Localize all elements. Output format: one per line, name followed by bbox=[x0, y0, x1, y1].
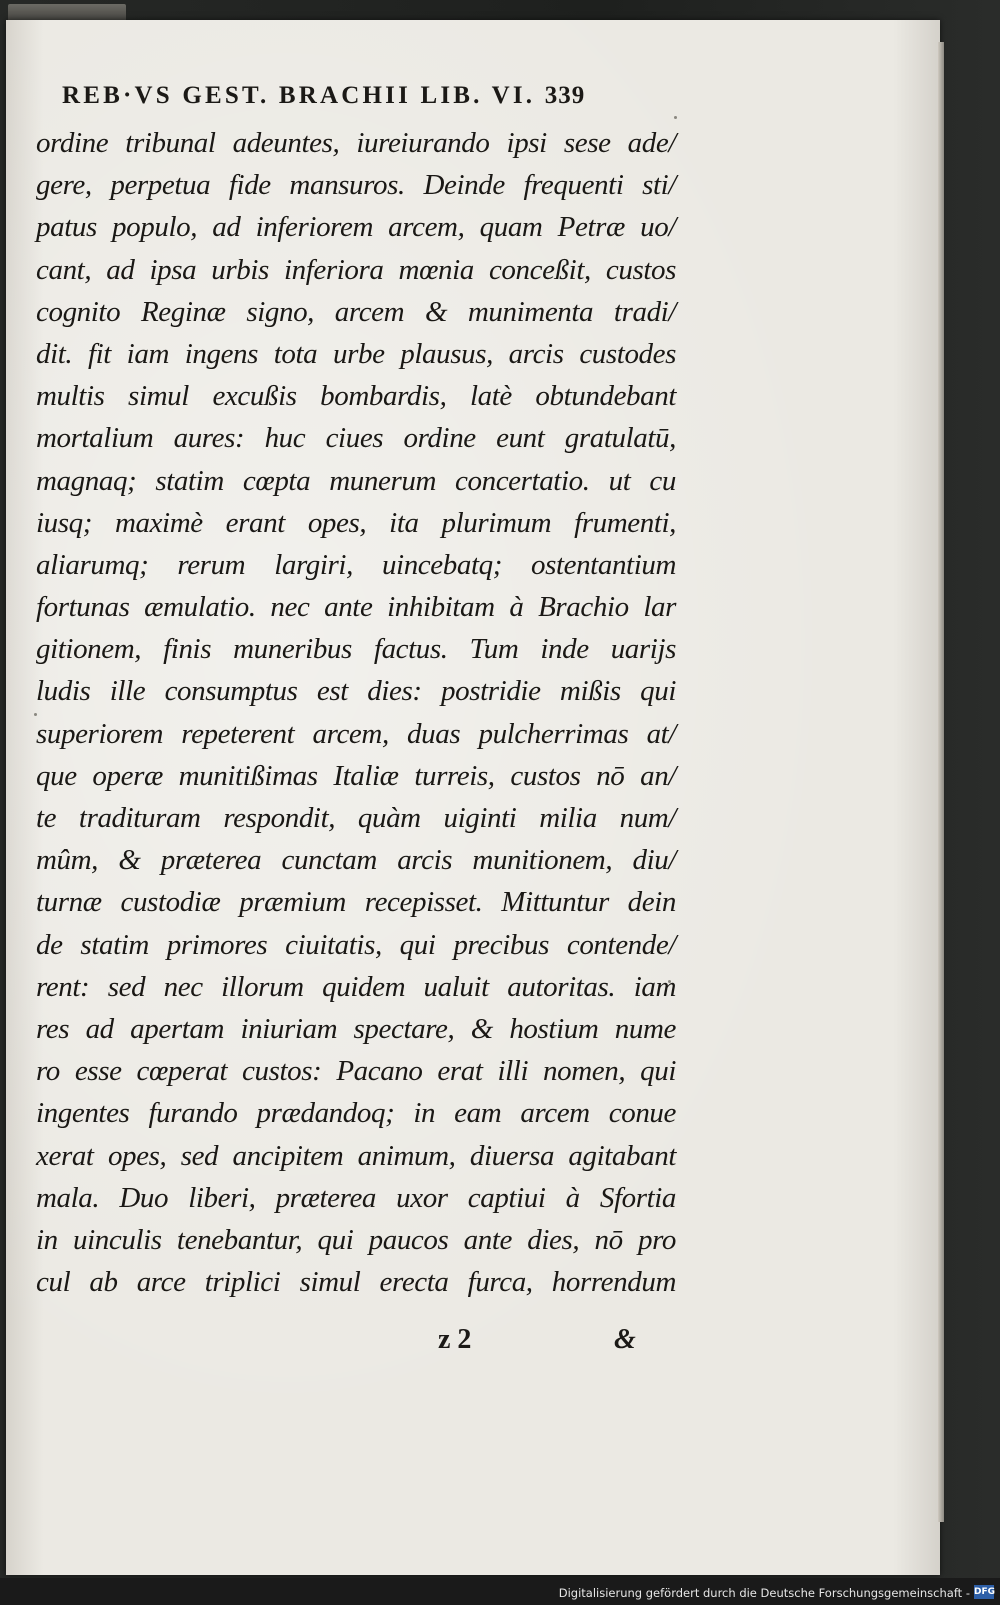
signature-mark: z 2 bbox=[438, 1324, 472, 1355]
text-line: cant, ad ipsa urbis inferiora mœnia conceßit, custos bbox=[36, 253, 676, 286]
text-line: ro esse cœperat custos: Pacano erat illi nomen, qui bbox=[36, 1055, 676, 1088]
text-line: magnaq; statim cœpta munerum concertatio. ut cu bbox=[36, 464, 676, 497]
text-line: xerat opes, sed ancipitem animum, diuersa agitabant bbox=[36, 1139, 676, 1172]
text-line: ludis ille consumptus est dies: postridie mißis qui bbox=[36, 675, 676, 708]
text-line: iusq; maximè erant opes, ita plurimum frumenti, bbox=[36, 506, 676, 539]
page-edge bbox=[938, 42, 944, 1522]
running-head-title: REB·VS GEST. BRACHII LIB. VI. bbox=[62, 82, 536, 109]
text-line: superiorem repeterent arcem, duas pulcherrimas at/ bbox=[36, 717, 676, 750]
text-line: dit. fit iam ingens tota urbe plausus, arcis custodes bbox=[36, 337, 676, 370]
text-line: gitionem, finis muneribus factus. Tum inde uarijs bbox=[36, 633, 676, 666]
text-line: ordine tribunal adeuntes, iureiurando ipsi sese ade/ bbox=[36, 127, 676, 159]
text-line: te tradituram respondit, quàm uiginti milia num/ bbox=[36, 802, 676, 834]
body-text bbox=[36, 122, 676, 1303]
text-line: de statim primores ciuitatis, qui precibus contende/ bbox=[36, 928, 676, 961]
text-line: res ad apertam iniuriam spectare, & hostium nume bbox=[36, 1012, 676, 1045]
text-line: turnæ custodiæ præmium recepisset. Mittuntur dein bbox=[36, 886, 676, 919]
text-line: fortunas æmulatio. nec ante inhibitam à Brachio lar bbox=[36, 591, 676, 624]
catchword: & bbox=[614, 1324, 636, 1355]
text-line: mûm, & præterea cunctam arcis munitionem, diu/ bbox=[36, 844, 676, 877]
text-line: rent: sed nec illorum quidem ualuit autoritas. iam bbox=[36, 970, 676, 1003]
text-line: mala. Duo liberi, præterea uxor captiui à Sfortia bbox=[36, 1181, 676, 1214]
text-line: ingentes furando prædandoq; in eam arcem conue bbox=[36, 1097, 676, 1130]
dfg-logo: DFG bbox=[974, 1587, 996, 1597]
text-line: gere, perpetua fide mansuros. Deinde frequenti sti/ bbox=[36, 169, 676, 202]
text-line: que operæ munitißimas Italiæ turreis, custos nō an/ bbox=[36, 759, 676, 792]
running-head bbox=[62, 82, 672, 122]
text-line: patus populo, ad inferiorem arcem, quam Petræ uo/ bbox=[36, 211, 676, 244]
digitization-credit: Digitalisierung gefördert durch die Deutsche Forschungsgemeinschaft - bbox=[558, 1586, 970, 1600]
text-line: multis simul excußis bombardis, latè obtundebant bbox=[36, 380, 676, 413]
text-line: cognito Reginæ signo, arcem & munimenta tradi/ bbox=[36, 295, 676, 328]
text-line: aliarumq; rerum largiri, uincebatq; ostentantium bbox=[36, 548, 676, 581]
paper-speck bbox=[674, 116, 677, 119]
page-footer-marks bbox=[438, 1324, 658, 1364]
text-line: in uinculis tenebantur, qui paucos ante dies, nō pro bbox=[36, 1223, 676, 1256]
page-number: 339 bbox=[544, 82, 586, 109]
text-line: mortalium aures: huc ciues ordine eunt gratulatū, bbox=[36, 422, 676, 455]
text-line: cul ab arce triplici simul erecta furca, horrendum bbox=[36, 1266, 676, 1299]
